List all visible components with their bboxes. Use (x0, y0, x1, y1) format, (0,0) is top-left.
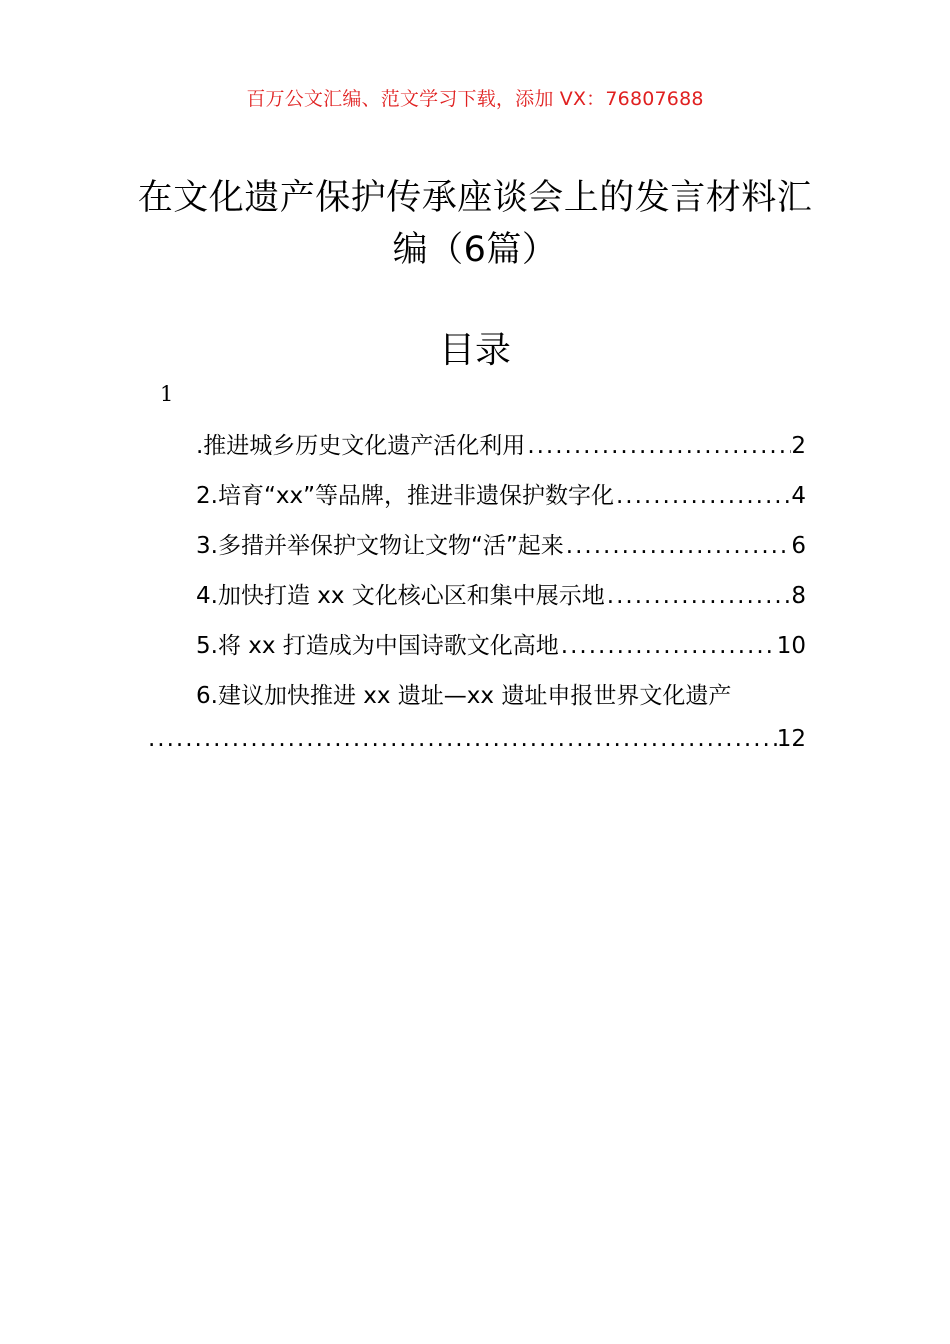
toc-entry-page: 10 (776, 633, 806, 659)
toc-entry[interactable] (196, 677, 806, 707)
toc-entry[interactable] (196, 527, 806, 557)
toc-entry[interactable] (196, 477, 806, 507)
toc-entry-label: 4.加快打造 xx 文化核心区和集中展示地 (196, 583, 605, 609)
toc-heading: 目录 (438, 330, 511, 371)
toc-entry-page: 2 (791, 433, 806, 459)
toc-leader (614, 483, 791, 509)
toc-entry-continuation[interactable] (146, 726, 806, 756)
toc-marker: 1 (160, 382, 174, 406)
toc-entry-page: 12 (776, 726, 806, 752)
toc-leader (564, 533, 792, 559)
toc-entry-label: 5.将 xx 打造成为中国诗歌文化高地 (196, 633, 559, 659)
toc-entry-label: .推进城乡历史文化遗产活化利用 (196, 433, 526, 459)
toc-leader (605, 583, 792, 609)
toc-entry-label: 2.培育“xx”等品牌，推进非遗保护数字化 (196, 483, 614, 509)
toc-entry-label: 6.建议加快推进 xx 遗址—xx 遗址申报世界文化遗产 (196, 683, 732, 709)
document-title: 在文化遗产保护传承座谈会上的发言材料汇编（6篇） (137, 178, 813, 270)
toc-entry[interactable] (196, 427, 806, 457)
toc-leader (146, 726, 777, 752)
toc-entry[interactable] (196, 577, 806, 607)
toc-leader (559, 633, 777, 659)
toc-entry-page: 8 (791, 583, 806, 609)
toc-entry[interactable] (196, 627, 806, 657)
header-note: 百万公文汇编、范文学习下载，添加 VX：76807688 (246, 88, 704, 110)
toc-entry-label: 3.多措并举保护文物让文物“活”起来 (196, 533, 564, 559)
toc-leader (525, 433, 791, 459)
toc-entry-page: 6 (791, 533, 806, 559)
toc-entry-page: 4 (791, 483, 806, 509)
